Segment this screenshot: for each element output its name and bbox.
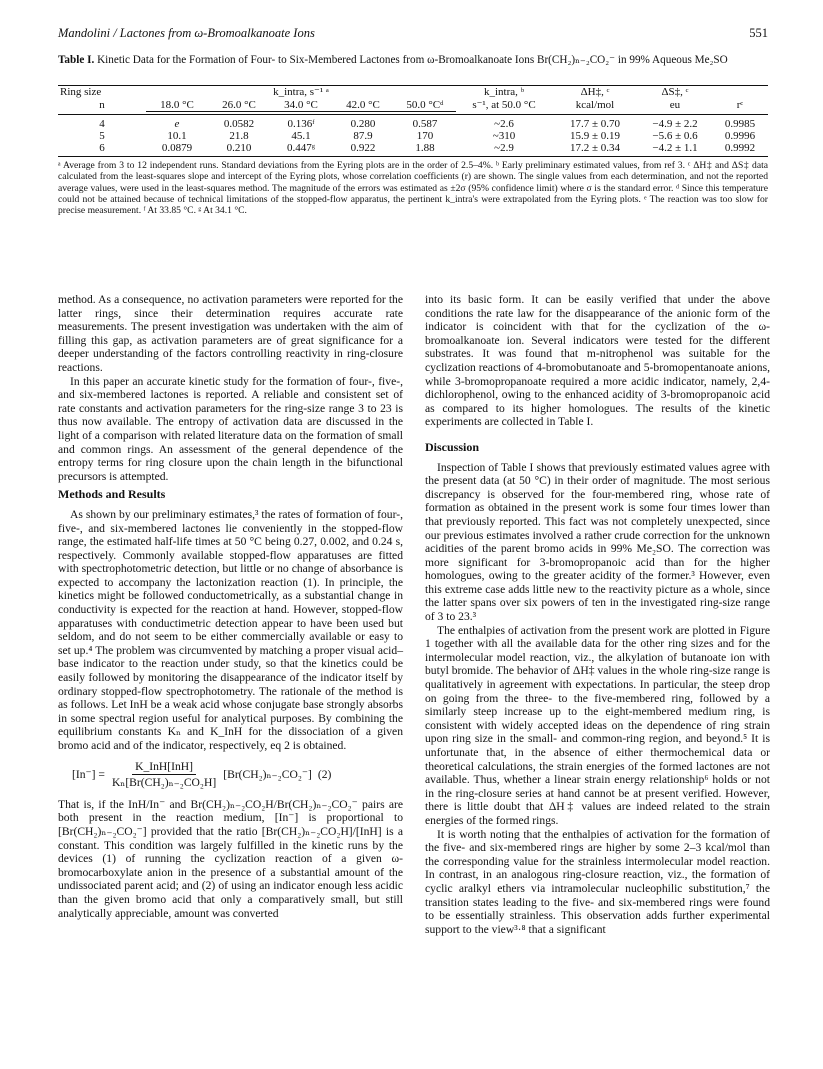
running-head-title: Mandolini / Lactones from ω-Bromoalkanoate Ions: [58, 26, 315, 40]
cell-t34: 0.136ᶠ: [287, 118, 315, 130]
kinetic-data-table: [58, 85, 768, 157]
col-header-ds-unit: eu: [669, 98, 681, 111]
cell-ds: −5.6 ± 0.6: [652, 130, 698, 142]
cell-r: 0.9985: [724, 118, 756, 130]
cell-n: 4: [99, 118, 105, 130]
equation-number: (2): [317, 767, 332, 781]
col-header-dh: ΔH‡, ᶜ: [580, 86, 610, 98]
table-label: Table I.: [58, 54, 95, 66]
table-grid: [58, 86, 768, 157]
equation-denominator: Kₙ[Br(CH₂)ₙ₋₂CO₂H]: [111, 776, 217, 790]
cell-r: 0.9992: [712, 142, 768, 157]
running-head: [58, 26, 768, 42]
col-header-dh-unit: kcal/mol: [575, 98, 615, 111]
section-heading-methods: Methods and Results: [58, 487, 166, 502]
cell-t18: 0.0879: [146, 142, 208, 157]
paragraph: The enthalpies of activation from the present work are plotted in Figure 1 together with all the available data for the other ring sizes and for the intermolecular model reaction, viz., the alkylation of butanoate ion with butyl bromide. The behavior of ΔH‡ values in the whole ring-size range is qualitatively in agreement with expectations. In particular, the steep drop on going from the three- to the five-membered ring, followed by a similarly steep increase up to the eight-membered medium ring, is consistent with widely accepted ideas on the dependence of ring strain upon ring size in the small- and common-ring region, and beyond.⁵ It is unfortunate that, in the absence of either thermochemical data or theoretical calculations, the strain energies of the formed lactones are not available. Thus, whether a linear strain energy relationship⁶ holds or not in the ring-closure series at hand cannot be at present verified. However, there is little doubt that ΔH‡ values are indeed related to the strain energies of the formed rings.: [425, 623, 770, 827]
table-footnotes: ᵃ Average from 3 to 12 independent runs. Standard deviations from the Eyring plots are in the order of 2.5–4%. ᵇ Early preliminary estimated values, from ref 3. ᶜ ΔH‡ and ΔS‡ data calculated from the least-squares slope and intercept of the Eyring plots, whose correlation coefficients (r) are shown. The single values from each determination, and not the reported average values, were used in the least-squares method. The magnitude of the errors was estimated as ±2σ (95% confidence limit) where σ is the standard error. ᵈ Since this temperature could not be attained because of technical limitations of the stopped-flow apparatus, the pertinent k_intra's were extrapolated from the Eyring plots. ᵉ The reaction was too slow for precise measurement. ᶠ At 33.85 °C. ᵍ At 34.1 °C.: [58, 160, 768, 217]
cell-t50: 0.587: [412, 118, 438, 130]
cell-t50: 1.88: [394, 142, 456, 157]
section-heading-discussion: Discussion: [425, 439, 480, 454]
left-column: [58, 293, 403, 920]
cell-ds: −4.2 ± 1.1: [638, 142, 712, 157]
cell-n: 6: [58, 142, 146, 157]
cell-kintra: ~310: [492, 130, 516, 142]
cell-t34: 45.1: [291, 130, 311, 142]
table-header-row-1: [58, 86, 768, 99]
col-header-temp-34: 34.0 °C: [270, 99, 332, 112]
right-column: [425, 293, 770, 936]
paragraph: In this paper an accurate kinetic study for the formation of four-, five-, and six-membered lactones is reported. A reliable and consistent set of rate constants and activation parameters for the ring-size range 3 to 23 is thus now available. The entropy of activation data are discussed in the light of a comparison with related literature data on the formation of small and common rings. An assessment of the general dependence of the entropy terms for ring closure upon the chain length in the bifunctional precursors is attempted.: [58, 374, 403, 483]
cell-dh: 15.9 ± 0.19: [569, 130, 621, 142]
cell-ds: −4.9 ± 2.2: [652, 118, 698, 130]
cell-t26: 0.0582: [223, 118, 255, 130]
cell-dh: 17.2 ± 0.34: [552, 142, 638, 157]
cell-t50: 170: [416, 130, 434, 142]
col-header-temp-18: 18.0 °C: [146, 99, 208, 112]
col-header-r: rᶜ: [736, 98, 744, 111]
col-header-temp-42: 42.0 °C: [332, 99, 394, 112]
equation-fraction: [109, 760, 219, 790]
equation-2: [72, 760, 403, 790]
col-header-kintra-single: k_intra, ᵇ: [483, 86, 525, 98]
table-row: [58, 130, 768, 142]
paragraph: Inspection of Table I shows that previously estimated values agree with the present data (at 50 °C) in their order of magnitude. The most serious discrepancy is observed for the four-membered ring, whose rate of formation as obtained in the present work is some four times lower than that previously reported. This fact was not completely unexpected, since our previous estimates involved a rather crude correction for the unknown acidities of the parent bromo acids in 99% Me₂SO. The correction was more significant for 3-bromopropanoic acid than for the higher homologues, owing to the greater acidity of the former.³ However, even this extreme case adds little new to the reactivity picture as a whole, since the latter spans over six powers of ten in the investigated ring-size range of 3 to 23.³: [425, 460, 770, 624]
table-caption: [58, 54, 768, 67]
table-row: [58, 142, 768, 157]
col-header-kintra-group: k_intra, s⁻¹ ᵃ: [273, 86, 329, 98]
paragraph: method. As a consequence, no activation parameters were reported for the latter rings, since their determination requires accurate rate measurements. The present investigation was undertaken with the aim of filling this gap, as activation parameters are of great significance for a deeper understanding of the factors controlling reactivity in ring-closure reactions.: [58, 293, 403, 374]
paragraph: It is worth noting that the enthalpies of activation for the formation of the five- and six-membered rings are higher by some 2–3 kcal/mol than the corresponding value for the strainless intermolecular model reaction. In contrast, in an analogous ring-closure reaction, viz., the formation of cyclic aralkyl ethers via intramolecular nucleophilic substitution,⁷ the transition states leading to the five- and six-membered rings were found to be essentially strainless. This observation adds further experimental support to the view³·⁸ that a significant: [425, 827, 770, 936]
col-header-temp-26: 26.0 °C: [208, 99, 270, 112]
cell-t18: e: [174, 118, 180, 130]
col-header-n: n: [99, 98, 105, 111]
equation-numerator: K_InH[InH]: [132, 760, 196, 776]
paragraph: As shown by our preliminary estimates,³ the rates of formation of four-, five-, and six-membered lactones lie conveniently in the stopped-flow range, the estimated half-life times at 50 °C being 0.27, 0.002, and 0.24 s, respectively. Commonly available stopped-flow apparatuses are fitted with spectrophotometric detection, but little or no change of absorbance is expected to accompany the lactonization reaction (1). In principle, the kinetics might be followed conductometrically, as a substantial change in conductivity is expected for the reaction at hand. However, stopped-flow apparatuses with conductimetric detection appear to have been used but seldom, and do not seem to be either commercially available or easy to set up.⁴ The problem was circumvented by matching a proper visual acid–base indicator to the reaction under study, so that the kinetics could be easily followed by monitoring the disappearance of the indicator itself by ordinary stopped-flow spectrophotometry. The rationale of the method is as follows. Let InH be a weak acid whose conjugate base strongly absorbs in some spectral region useful for analytical purposes. By combining the equilibrium constants Kₙ and K_InH for the dissociation of a given bromo acid and of the indicator, respectively, eq 2 is obtained.: [58, 507, 403, 752]
cell-t42: 0.280: [350, 118, 376, 130]
cell-t18: 10.1: [167, 130, 187, 142]
col-header-ds: ΔS‡, ᶜ: [661, 86, 689, 98]
cell-t26: 0.210: [208, 142, 270, 157]
table-caption-text: Kinetic Data for the Formation of Four- to Six-Membered Lactones from ω-Bromoalkanoate Ions Br(CH₂)ₙ₋₂CO₂⁻ in 99% Aqueous Me₂SO: [97, 54, 728, 66]
cell-t34: 0.447ᵍ: [270, 142, 332, 157]
table-row: [58, 115, 768, 131]
cell-t26: 21.8: [229, 130, 249, 142]
paragraph: into its basic form. It can be easily verified that under the above conditions the rate law for the disappearance of the anionic form of the indicator is coincident with that for the cyclization of the ω-bromoalkanoate ion. Several indicators were tested for the different substrates. It was found that m-nitrophenol was suitable for the cyclization reactions of 4-bromobutanoate and 5-bromopentanoate anions, while 3-bromopropanoate required a more acidic indicator, namely, 2,4-dichlorophenol, owing to the enhanced acidity of 3-bromopropanoic acid as compared to its higher homologues. The results of the kinetic experiments are collected in Table I.: [425, 293, 770, 429]
cell-dh: 17.7 ± 0.70: [569, 118, 621, 130]
equation-rhs: [Br(CH₂)ₙ₋₂CO₂⁻]: [223, 767, 312, 781]
col-header-temp-50: 50.0 °Cᵈ: [394, 99, 456, 112]
col-header-ring-size: Ring size: [60, 86, 102, 98]
cell-t42: 0.922: [332, 142, 394, 157]
cell-n: 5: [99, 130, 105, 142]
col-header-kintra-unit: s⁻¹, at 50.0 °C: [472, 98, 536, 111]
cell-r: 0.9996: [724, 130, 756, 142]
paragraph: That is, if the InH/In⁻ and Br(CH₂)ₙ₋₂CO₂H/Br(CH₂)ₙ₋₂CO₂⁻ pairs are both present in the reaction medium, [In⁻] is proportional to [Br(CH₂)ₙ₋₂CO₂⁻] provided that the ratio [Br(CH₂)ₙ₋₂CO₂H]/[InH] is a constant. This condition was largely fulfilled in the kinetic runs by the devices (1) of running the cyclization reaction of a given ω-bromocarboxylate anion in the presence of a substantial amount of the undissociated parent acid; and (2) of using an indicator enough less acidic than the given bromo acid that only a comparatively small, but still analytically appreciable, amount was converted: [58, 797, 403, 920]
cell-kintra: ~2.6: [494, 118, 514, 130]
cell-kintra: ~2.9: [456, 142, 552, 157]
page-number: 551: [749, 26, 768, 40]
cell-t42: 87.9: [353, 130, 373, 142]
table-header-row-2: [58, 99, 768, 112]
equation-lhs: [In⁻] =: [72, 767, 105, 781]
